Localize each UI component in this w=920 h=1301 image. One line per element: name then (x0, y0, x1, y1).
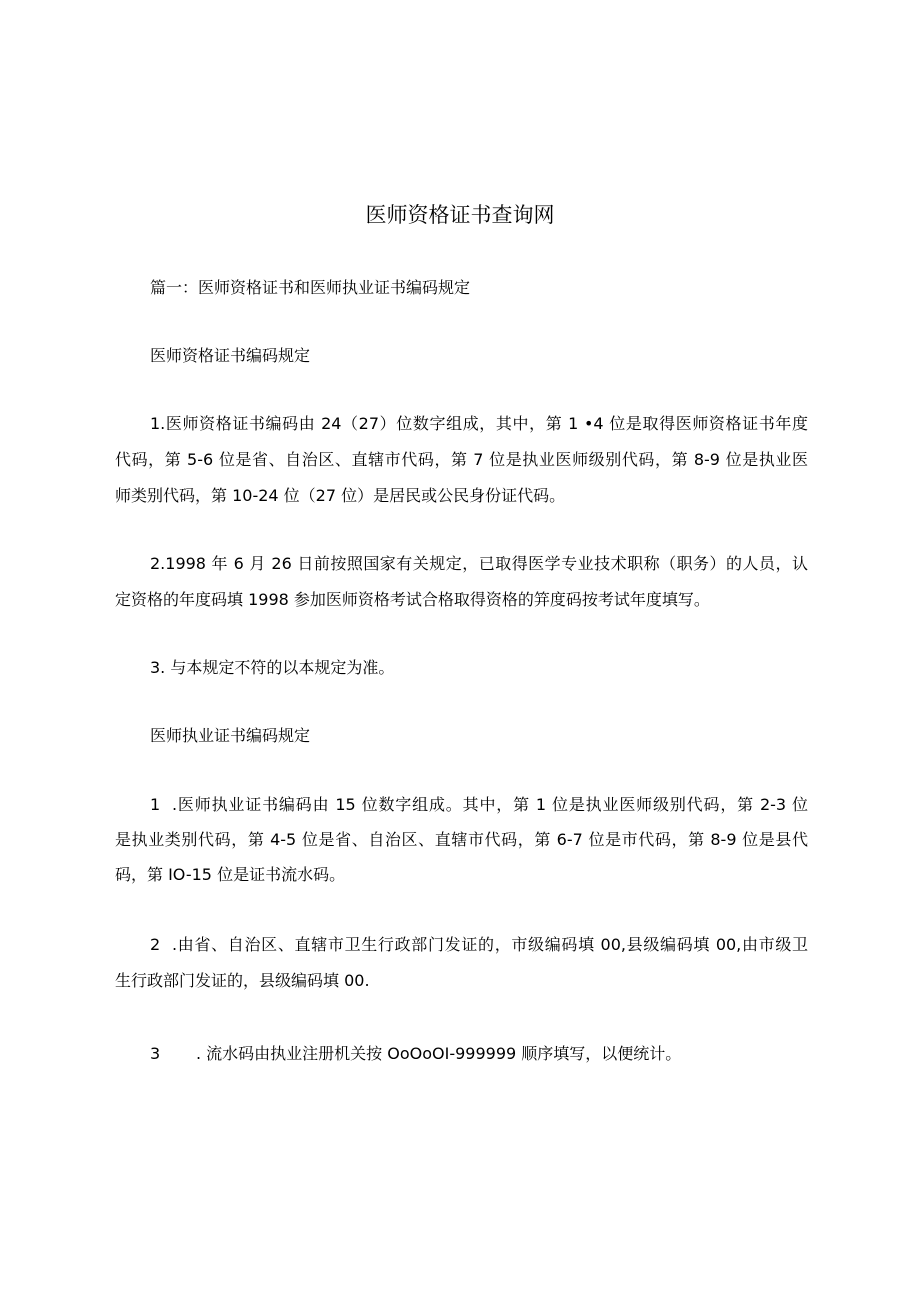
qualification-rule-3: 3. 与本规定不符的以本规定为准。 (150, 658, 395, 677)
qualification-rule-1-line-3: 师类别代码，第 10-24 位（27 位）是居民或公民身份证代码。 (115, 486, 566, 505)
practice-rule-1-line-2: 是执业类别代码，第 4-5 位是省、自治区、直辖市代码，第 6-7 位是市代码，第 8-9 位是县代 (115, 830, 808, 849)
qualification-rule-2-line-1: 2.1998 年 6 月 26 日前按照国家有关规定，已取得医学专业技术职称（职务）的人员，认 (150, 554, 808, 573)
physician-qualification-heading: 医师资格证书编码规定 (150, 346, 311, 365)
section-heading: 篇一：医师资格证书和医师执业证书编码规定 (150, 278, 471, 297)
practice-rule-3-line-1: . 流水码由执业注册机关按 OoOoOI-999999 顺序填写，以便统计。 (196, 1044, 682, 1063)
practice-rule-2-line-1: .由省、自治区、直辖市卫生行政部门发证的，市级编码填 00,县级编码填 00,由市级卫 (172, 935, 808, 954)
practice-certificate-heading: 医师执业证书编码规定 (150, 726, 311, 745)
qualification-rule-2-line-2: 定资格的年度码填 1998 参加医师资格考试合格取得资格的笄度码按考试年度填写。 (115, 590, 710, 609)
practice-rule-2-number: 2 (150, 935, 161, 954)
qualification-rule-1-line-2: 代码，第 5-6 位是省、自治区、直辖市代码，第 7 位是执业医师级别代码，第 8-9 位是执业医 (115, 450, 808, 469)
page-title: 医师资格证书查询网 (365, 203, 555, 227)
practice-rule-3-number: 3 (150, 1044, 161, 1063)
qualification-rule-1-line-1: 1.医师资格证书编码由 24（27）位数字组成，其中，第 1 •4 位是取得医师资格证书年度 (150, 414, 808, 433)
practice-rule-1-line-3: 码，第 IO-15 位是证书流水码。 (115, 865, 346, 884)
practice-rule-1-line-1: .医师执业证书编码由 15 位数字组成。其中，第 1 位是执业医师级别代码，第 2-3 位 (172, 795, 808, 814)
practice-rule-2-line-2: 生行政部门发证的，县级编码填 00. (115, 971, 370, 990)
practice-rule-1-number: 1 (150, 795, 161, 814)
